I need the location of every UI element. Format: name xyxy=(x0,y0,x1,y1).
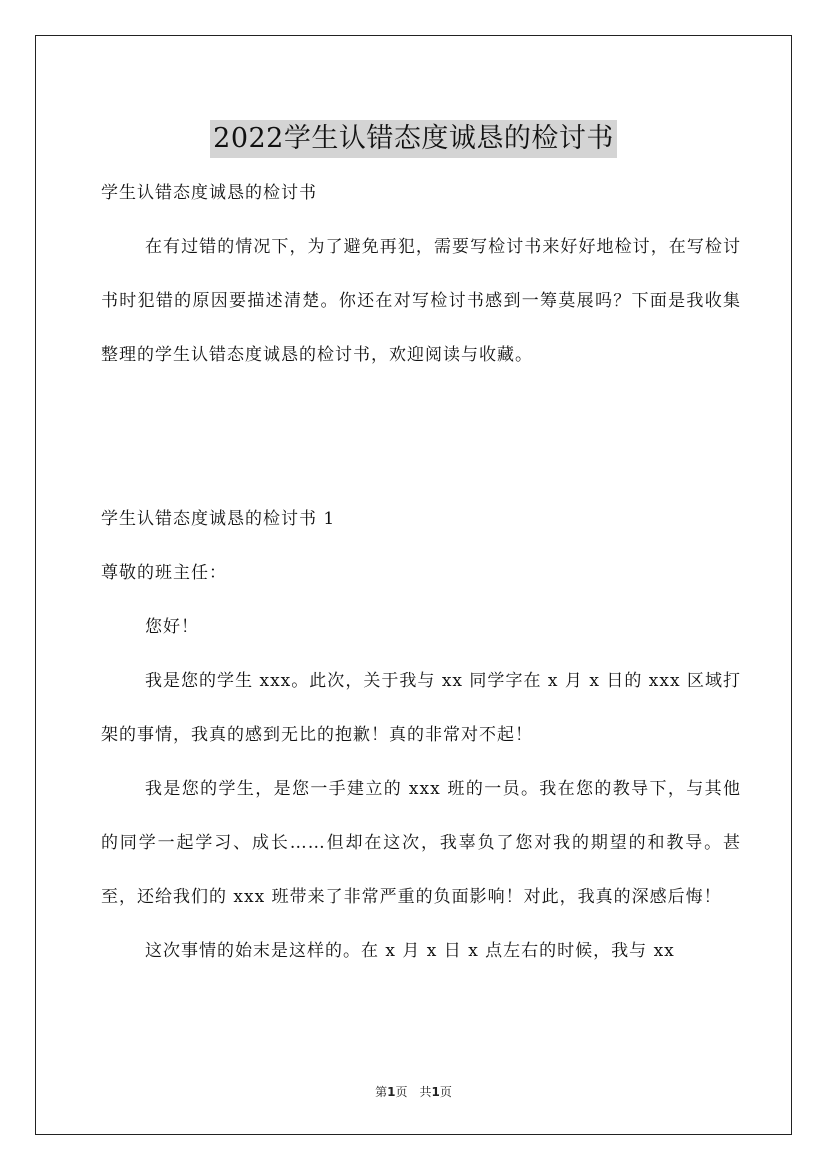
section-heading: 学生认错态度诚恳的检讨书 1 xyxy=(101,509,336,529)
body-paragraph: 我是您的学生，是您一手建立的 xxx 班的一员。我在您的教导下，与其他的同学一起学习、成长……但却在这次，我辜负了您对我的期望的和教导。甚至，还给我们的 xxx 班带来了非常严重的负面影响！对此，我真的深感后悔！ xyxy=(101,779,741,907)
footer-page-mid: 页 共 xyxy=(395,1085,432,1099)
footer-page-prefix: 第 xyxy=(375,1085,388,1099)
greeting: 您好！ xyxy=(145,617,199,637)
page-footer xyxy=(0,1083,827,1100)
intro-paragraph: 在有过错的情况下，为了避免再犯，需要写检讨书来好好地检讨，在写检讨书时犯错的原因要描述清楚。你还在对写检讨书感到一筹莫展吗？下面是我收集整理的学生认错态度诚恳的检讨书，欢迎阅读与收藏。 xyxy=(101,237,741,365)
footer-page-suffix: 页 xyxy=(439,1085,452,1099)
body-paragraph: 这次事情的始末是这样的。在 x 月 x 日 x 点左右的时候，我与 xx xyxy=(145,941,675,961)
salutation: 尊敬的班主任： xyxy=(101,563,227,583)
footer-total-pages: 1 xyxy=(431,1085,440,1099)
letter-section xyxy=(101,492,741,978)
intro-block xyxy=(101,166,741,382)
document-title: 2022学生认错态度诚恳的检讨书 xyxy=(210,120,617,158)
body-paragraph: 我是您的学生 xxx。此次，关于我与 xx 同学字在 x 月 x 日的 xxx 区域打架的事情，我真的感到无比的抱歉！真的非常对不起！ xyxy=(101,671,741,745)
intro-heading: 学生认错态度诚恳的检讨书 xyxy=(101,183,317,203)
footer-current-page: 1 xyxy=(387,1085,396,1099)
